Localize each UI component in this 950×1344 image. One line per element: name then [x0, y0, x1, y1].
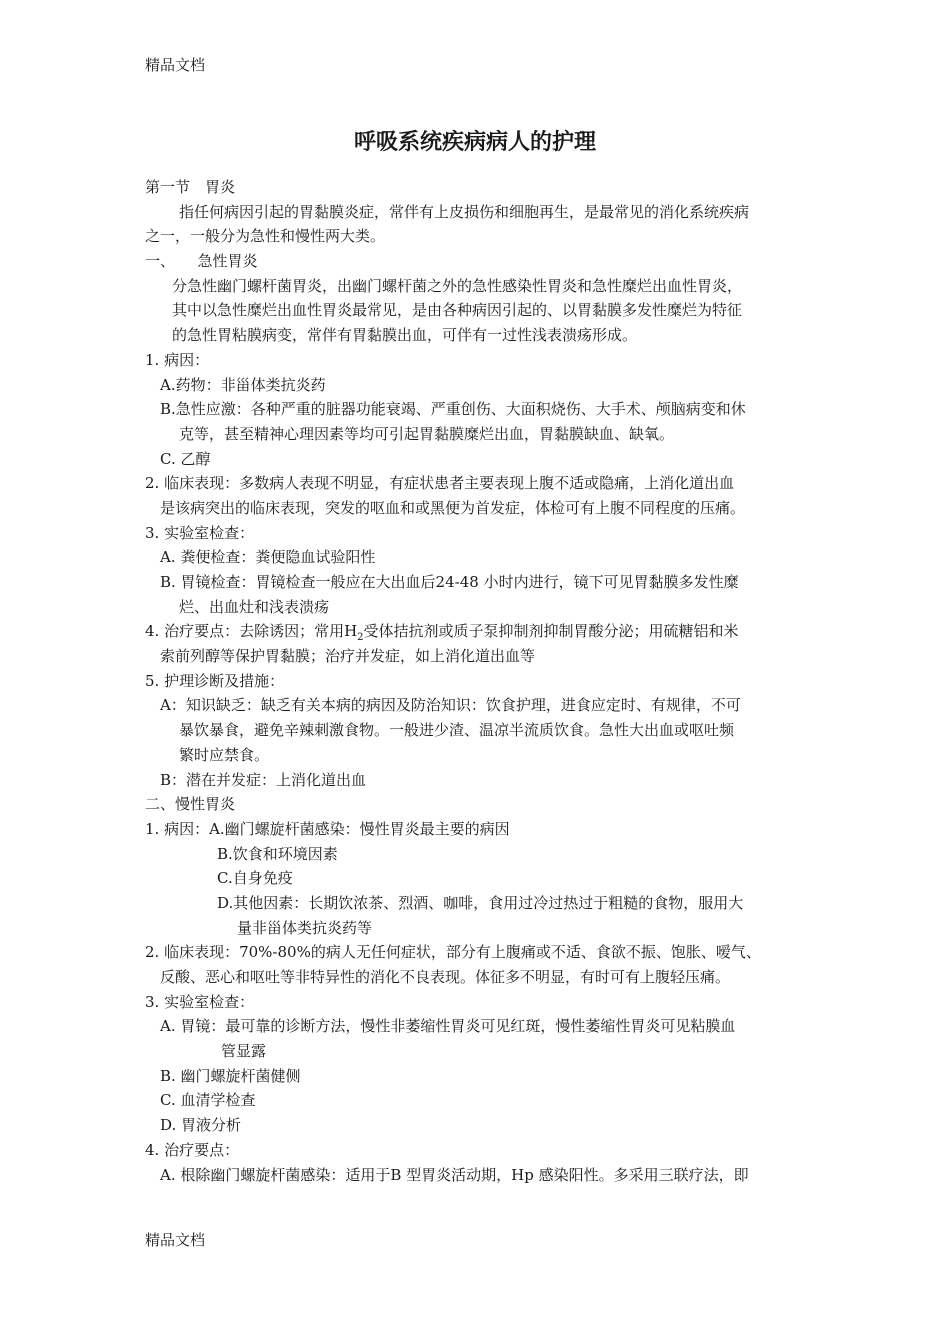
paragraph-line: 分急性幽门螺杆菌胃炎，出幽门螺杆菌之外的急性感染性胃炎和急性糜烂出血性胃炎，	[172, 276, 743, 295]
list-item-continuation: 烂、出血灶和浅表溃疡	[179, 597, 330, 616]
document-title: 呼吸系统疾病病人的护理	[353, 130, 596, 155]
list-item: A：知识缺乏：缺乏有关本病的病因及防治知识：饮食护理，进食应定时、有规律，不可	[160, 696, 741, 715]
text-run: 受体拮抗剂或质子泵抑制剂抑制胃酸分泌；用硫糖铝和米	[363, 622, 739, 641]
list-item: A. 胃镜：最可靠的诊断方法，慢性非萎缩性胃炎可见红斑，慢性萎缩性胃炎可见粘膜血	[160, 1017, 736, 1036]
page-footer: 精品文档	[145, 1231, 206, 1249]
list-item: 1. 病因：	[145, 350, 210, 369]
list-item: B：潜在并发症：上消化道出血	[160, 770, 367, 789]
list-item: C. 乙醇	[160, 449, 211, 468]
list-item-continuation: 克等，甚至精神心理因素等均可引起胃黏膜糜烂出血，胃黏膜缺血、缺氧。	[179, 424, 675, 443]
subsection-heading: 一、 急性胃炎	[145, 252, 258, 271]
list-item-continuation: 管显露	[221, 1042, 267, 1061]
list-item-continuation: 繁时应禁食。	[179, 745, 270, 764]
page-header: 精品文档	[145, 56, 206, 74]
list-item: 2. 临床表现：多数病人表现不明显，有症状患者主要表现上腹不适或隐痛，上消化道出血	[145, 474, 735, 493]
list-item: 5. 护理诊断及措施：	[145, 671, 285, 690]
list-item-continuation: 是该病突出的临床表现，突发的呕血和或黑便为首发症，体检可有上腹不同程度的压痛。	[160, 498, 746, 517]
list-item-continuation: 量非甾体类抗炎药等	[237, 918, 373, 937]
list-item: D. 胃液分析	[160, 1116, 242, 1135]
list-item: D.其他因素：长期饮浓茶、烈酒、咖啡，食用过冷过热过于粗糙的食物，服用大	[217, 893, 744, 912]
list-item: 4. 治疗要点：	[145, 1140, 240, 1159]
list-item: B. 幽门螺旋杆菌健侧	[160, 1066, 301, 1085]
list-item-continuation: 索前列醇等保护胃黏膜；治疗并发症，如上消化道出血等	[160, 647, 536, 666]
list-item: B.急性应激：各种严重的脏器功能衰竭、严重创伤、大面积烧伤、大手术、颅脑病变和休	[160, 400, 746, 419]
list-item: 1. 病因：A.幽门螺旋杆菌感染：慢性胃炎最主要的病因	[145, 819, 510, 838]
paragraph-line: 之一，一般分为急性和慢性两大类。	[145, 227, 386, 246]
subscript-text: 2	[357, 632, 364, 644]
paragraph-line: 其中以急性糜烂出血性胃炎最常见，是由各种病因引起的、以胃黏膜多发性糜烂为特征	[172, 301, 743, 320]
section-heading: 第一节 胃炎	[145, 178, 236, 196]
paragraph-line: 的急性胃粘膜病变，常伴有胃黏膜出血，可伴有一过性浅表溃疡形成。	[172, 326, 638, 345]
list-item	[145, 619, 817, 644]
list-item: 2. 临床表现：70%-80%的病人无任何症状，部分有上腹痛或不适、食欲不振、饱胀、嗳气、	[145, 943, 761, 962]
list-item: A. 根除幽门螺旋杆菌感染：适用于B 型胃炎活动期，Hp 感染阳性。多采用三联疗法，即	[160, 1165, 749, 1184]
text-run: 4. 治疗要点：去除诱因；常用H	[145, 622, 358, 641]
list-item-continuation: 反酸、恶心和呕吐等非特异性的消化不良表现。体征多不明显，有时可有上腹轻压痛。	[160, 968, 731, 986]
list-item: C.自身免疫	[217, 869, 293, 888]
list-item: C. 血清学检查	[160, 1091, 256, 1110]
document-body	[145, 175, 817, 1187]
list-item: 3. 实验室检查：	[145, 523, 255, 542]
list-item: B.饮食和环境因素	[217, 844, 338, 863]
list-item: A. 粪便检查：粪便隐血试验阳性	[160, 548, 376, 567]
list-item-continuation: 暴饮暴食，避免辛辣刺激食物。一般进少渣、温凉半流质饮食。急性大出血或呕吐频	[179, 721, 735, 740]
subsection-heading: 二、慢性胃炎	[145, 795, 236, 814]
list-item: A.药物：非甾体类抗炎药	[160, 375, 326, 394]
paragraph-line: 指任何病因引起的胃黏膜炎症，常伴有上皮损伤和细胞再生，是最常见的消化系统疾病	[179, 202, 750, 221]
list-item: 3. 实验室检查：	[145, 992, 255, 1011]
list-item: B. 胃镜检查：胃镜检查一般应在大出血后24-48 小时内进行，镜下可见胃黏膜多发性糜	[160, 573, 739, 591]
